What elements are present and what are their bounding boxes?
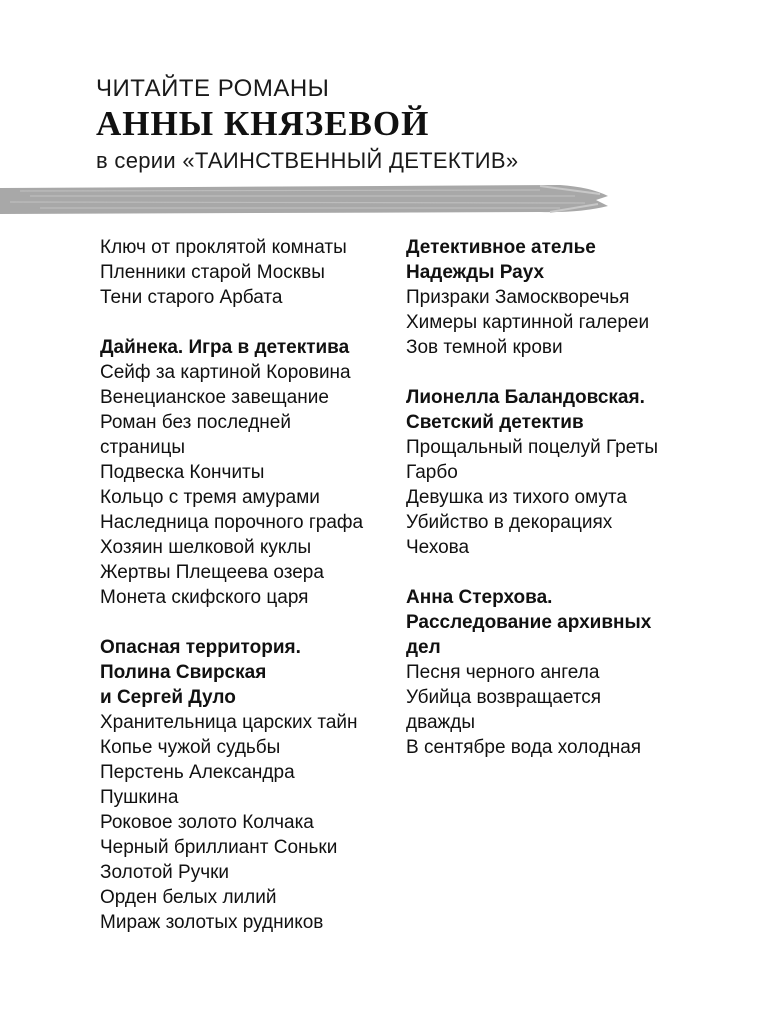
- brush-stroke-divider: [0, 182, 610, 218]
- book-title-line: дважды: [406, 712, 475, 733]
- series-title-line: и Сергей Дуло: [100, 687, 236, 708]
- book-title-line: Хранительница царских тайн: [100, 712, 358, 733]
- book-title-line: Подвеска Кончиты: [100, 462, 265, 483]
- book-title: [100, 835, 400, 885]
- book-title-line: Песня черного ангела: [406, 662, 600, 683]
- book-title-line: Тени старого Арбата: [100, 287, 283, 308]
- series-section: [100, 235, 400, 310]
- book-title: [406, 435, 736, 485]
- book-title: [406, 485, 736, 510]
- series-title-line: Надежды Раух: [406, 262, 545, 283]
- header-line-read: ЧИТАЙТЕ РОМАНЫ: [96, 75, 330, 102]
- book-title: [100, 710, 400, 735]
- series-title-line: Расследование архивных: [406, 612, 652, 633]
- series-section: [100, 635, 400, 935]
- series-section: [406, 235, 736, 360]
- book-title: [406, 735, 736, 760]
- series-title: [406, 385, 736, 435]
- book-title-line: Роман без последней: [100, 412, 291, 433]
- book-title-line: Копье чужой судьбы: [100, 737, 281, 758]
- series-title-line: Лионелла Баландовская.: [406, 387, 645, 408]
- book-title: [100, 285, 400, 310]
- book-title-line: Венецианское завещание: [100, 387, 329, 408]
- book-title: [100, 460, 400, 485]
- series-title-line: Детективное ателье: [406, 237, 596, 258]
- book-title-line: Гарбо: [406, 462, 458, 483]
- series-title: [100, 635, 400, 710]
- series-title-line: дел: [406, 637, 441, 658]
- author-name: АННЫ КНЯЗЕВОЙ: [96, 104, 430, 143]
- book-title-line: Орден белых лилий: [100, 887, 277, 908]
- series-title: [406, 585, 736, 660]
- book-title: [100, 585, 400, 610]
- book-title-line: Девушка из тихого омута: [406, 487, 627, 508]
- book-title-line: Кольцо с тремя амурами: [100, 487, 320, 508]
- book-title-line: Прощальный поцелуй Греты: [406, 437, 659, 458]
- series-title-line: Дайнека. Игра в детектива: [100, 337, 350, 358]
- page-header: [96, 74, 518, 178]
- book-title: [100, 910, 400, 935]
- series-name: в серии «ТАИНСТВЕННЫЙ ДЕТЕКТИВ»: [96, 148, 519, 173]
- book-title: [100, 735, 400, 760]
- book-title-line: Жертвы Плещеева озера: [100, 562, 324, 583]
- book-title: [100, 885, 400, 910]
- book-title-line: Монета скифского царя: [100, 587, 309, 608]
- book-title: [406, 335, 736, 360]
- book-title: [100, 560, 400, 585]
- book-title-line: Перстень Александра: [100, 762, 295, 783]
- book-title: [100, 235, 400, 260]
- book-title: [100, 260, 400, 285]
- book-title: [406, 285, 736, 310]
- book-title-line: Золотой Ручки: [100, 862, 230, 883]
- book-title: [100, 535, 400, 560]
- book-title-line: Убийство в декорациях: [406, 512, 613, 533]
- series-section: [406, 385, 736, 560]
- book-title: [406, 310, 736, 335]
- series-title-line: Полина Свирская: [100, 662, 267, 683]
- book-title-line: Ключ от проклятой комнаты: [100, 237, 347, 258]
- book-title-line: Черный бриллиант Соньки: [100, 837, 338, 858]
- right-column: [406, 235, 736, 785]
- book-title-line: Роковое золото Колчака: [100, 812, 314, 833]
- book-title: [100, 485, 400, 510]
- series-section: [406, 585, 736, 760]
- book-title-line: Сейф за картиной Коровина: [100, 362, 351, 383]
- book-title-line: Мираж золотых рудников: [100, 912, 324, 933]
- series-title-line: Опасная территория.: [100, 637, 301, 658]
- book-title-line: Пушкина: [100, 787, 179, 808]
- book-title-line: Чехова: [406, 537, 470, 558]
- book-title-line: Химеры картинной галереи: [406, 312, 650, 333]
- book-title: [100, 510, 400, 535]
- book-title-line: Пленники старой Москвы: [100, 262, 325, 283]
- book-title-line: Хозяин шелковой куклы: [100, 537, 312, 558]
- series-title-line: Анна Стерхова.: [406, 587, 553, 608]
- book-title: [100, 810, 400, 835]
- book-title-line: Наследница порочного графа: [100, 512, 364, 533]
- book-title-line: В сентябре вода холодная: [406, 737, 642, 758]
- book-title: [406, 660, 736, 685]
- book-title: [100, 410, 400, 460]
- book-title-line: Призраки Замоскворечья: [406, 287, 630, 308]
- book-title-line: Убийца возвращается: [406, 687, 602, 708]
- series-title: [406, 235, 736, 285]
- book-title: [406, 510, 736, 560]
- book-title: [100, 385, 400, 410]
- left-column: [100, 235, 400, 960]
- series-title: [100, 335, 400, 360]
- book-title: [100, 760, 400, 810]
- book-title-line: Зов темной крови: [406, 337, 563, 358]
- book-title-line: страницы: [100, 437, 185, 458]
- book-title: [406, 685, 736, 735]
- series-title-line: Светский детектив: [406, 412, 584, 433]
- book-title: [100, 360, 400, 385]
- series-section: [100, 335, 400, 610]
